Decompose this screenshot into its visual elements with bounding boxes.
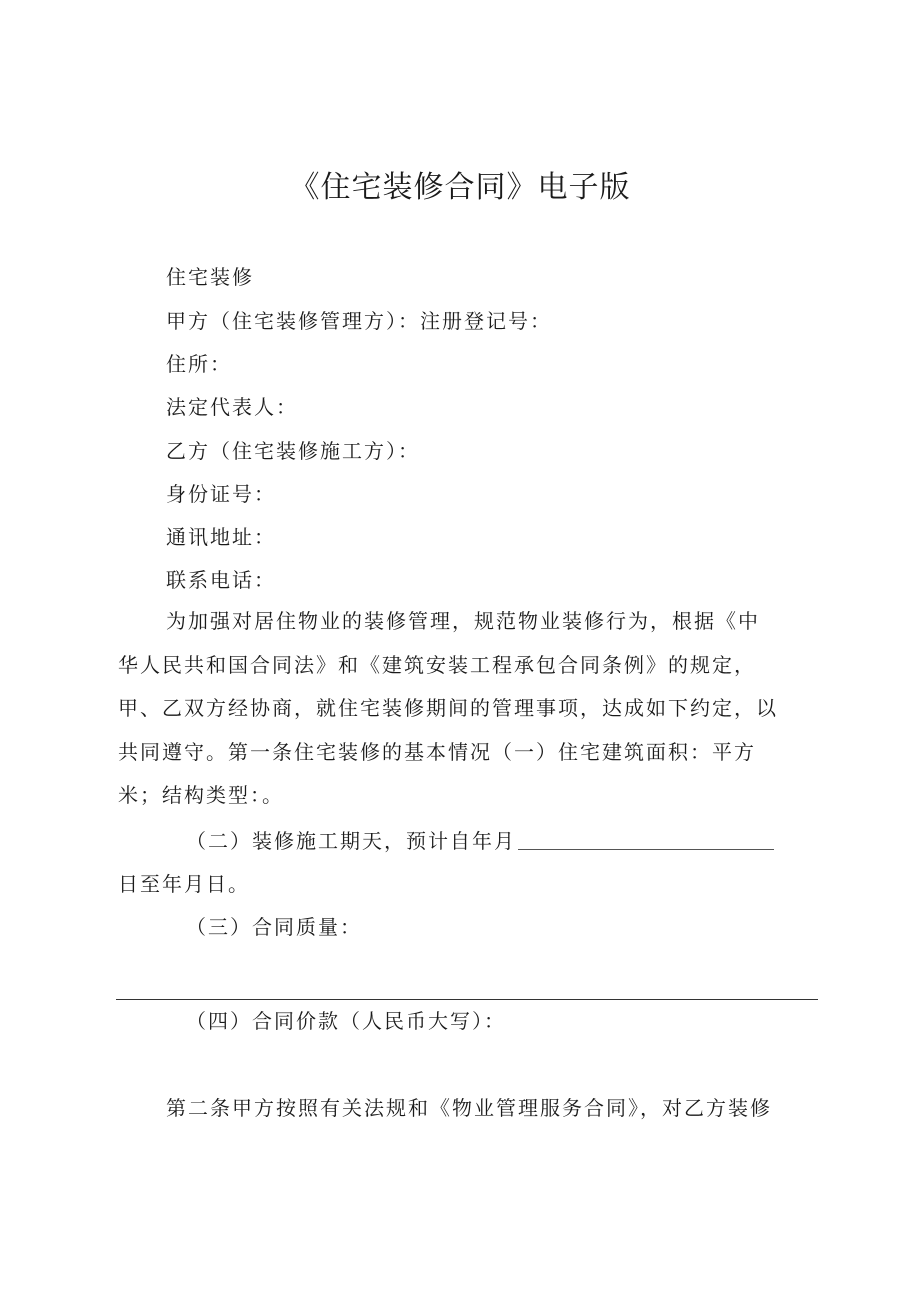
header-line-party-b: 乙方（住宅装修施工方）：	[166, 439, 420, 463]
header-line-legal-rep: 法定代表人：	[166, 395, 298, 419]
preamble-paragraph	[118, 600, 818, 818]
header-line-mailing-address: 通讯地址：	[166, 525, 276, 549]
preamble-line: 甲、乙双方经协商，就住宅装修期间的管理事项，达成如下约定，以	[118, 696, 778, 720]
preamble-line: 共同遵守。第一条住宅装修的基本情况（一）住宅建筑面积：平方	[118, 739, 756, 764]
item-4-price: （四）合同价款（人民币大写）：	[186, 1009, 506, 1033]
item-3-quality: （三）合同质量：	[186, 915, 362, 939]
preamble-line: 米；结构类型：。	[118, 783, 284, 807]
header-line-project: 住宅装修	[166, 265, 254, 289]
fill-in-blank	[518, 829, 774, 850]
item-2-line-2: 日至年月日。	[118, 872, 250, 896]
document-title: 《住宅装修合同》电子版	[289, 170, 631, 205]
header-line-phone: 联系电话：	[166, 568, 276, 592]
header-line-id-number: 身份证号：	[166, 482, 276, 506]
horizontal-rule	[116, 999, 818, 1000]
preamble-line: 为加强对居住物业的装修管理，规范物业装修行为，根据《中	[166, 609, 760, 633]
header-line-party-a: 甲方（住宅装修管理方）：注册登记号：	[166, 309, 552, 333]
preamble-line: 华人民共和国合同法》和《建筑安装工程承包合同条例》的规定，	[118, 652, 756, 677]
item-2-text: （二）装修施工期天，预计自年月	[186, 829, 516, 853]
header-line-address: 住所：	[166, 352, 232, 376]
item-2-line-1	[186, 826, 774, 856]
article-2-text: 第二条甲方按照有关法规和《物业管理服务合同》，对乙方装修	[166, 1096, 772, 1120]
